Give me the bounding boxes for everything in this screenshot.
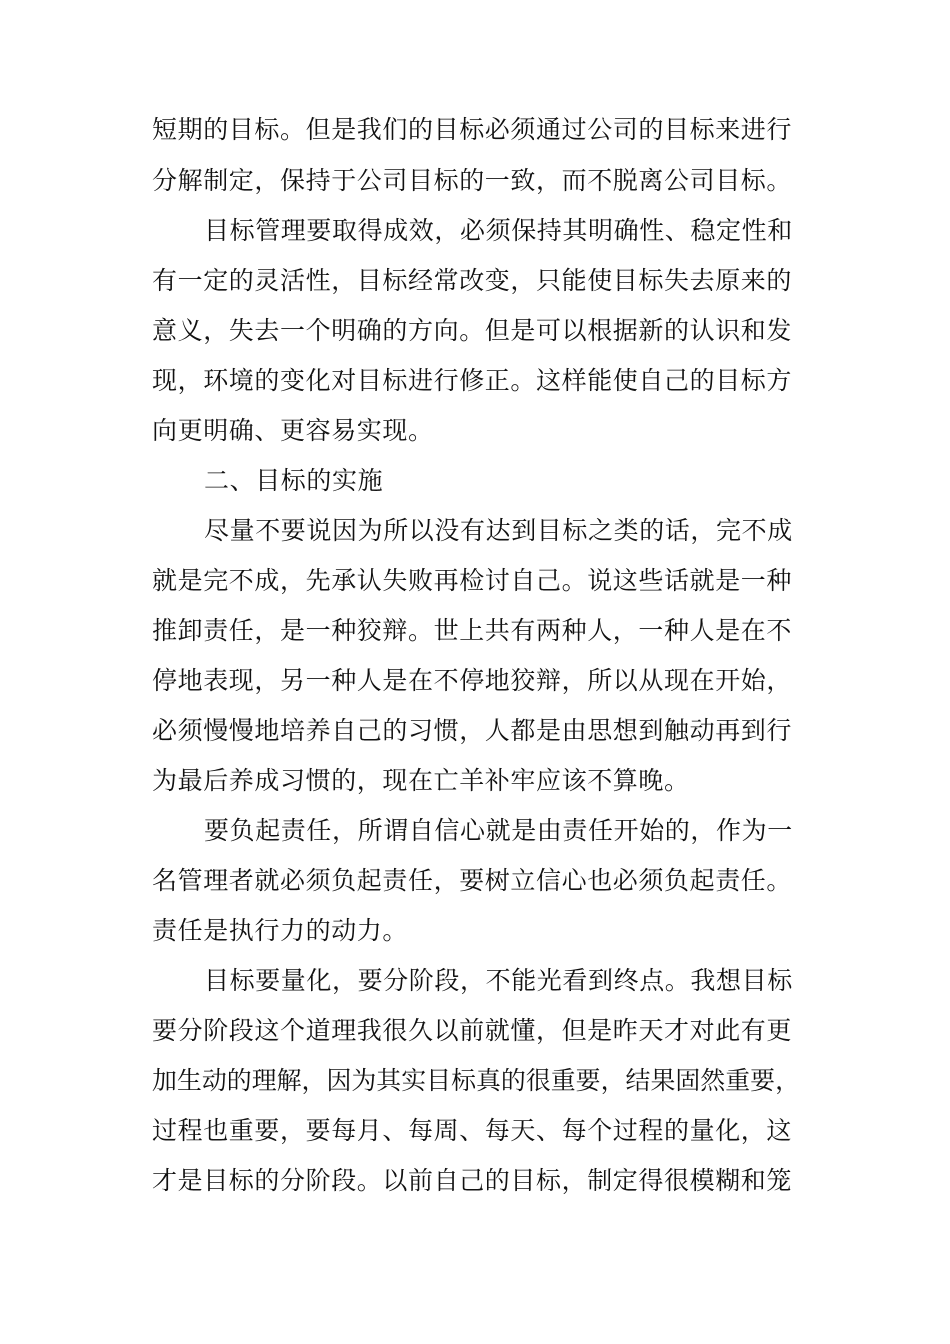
text-line: 必须慢慢地培养自己的习惯，人都是由思想到触动再到行	[152, 716, 793, 745]
text-line: 要分阶段这个道理我很久以前就懂，但是昨天才对此有更	[152, 1016, 793, 1045]
text-line: 意义，失去一个明确的方向。但是可以根据新的认识和发	[152, 316, 793, 345]
text-line: 分解制定，保持于公司目标的一致，而不脱离公司目标。	[152, 166, 793, 195]
text-line: 过程也重要，要每月、每周、每天、每个过程的量化，这	[152, 1116, 793, 1145]
text-line: 向更明确、更容易实现。	[152, 416, 434, 445]
text-line: 就是完不成，先承认失败再检讨自己。说这些话就是一种	[152, 566, 793, 595]
text-line: 短期的目标。但是我们的目标必须通过公司的目标来进行	[152, 115, 793, 144]
text-line: 现，环境的变化对目标进行修正。这样能使自己的目标方	[152, 366, 793, 395]
paragraph-first-line: 要负起责任，所谓自信心就是由责任开始的，作为一	[204, 816, 793, 845]
text-line: 责任是执行力的动力。	[152, 916, 409, 945]
text-line: 名管理者就必须负起责任，要树立信心也必须负起责任。	[152, 866, 793, 895]
text-line: 有一定的灵活性，目标经常改变，只能使目标失去原来的	[152, 266, 793, 295]
paragraph-first-line: 目标管理要取得成效，必须保持其明确性、稳定性和	[204, 216, 793, 245]
paragraph-first-line: 尽量不要说因为所以没有达到目标之类的话，完不成	[204, 516, 793, 545]
text-line: 停地表现，另一种人是在不停地狡辩，所以从现在开始，	[152, 666, 793, 695]
text-line: 才是目标的分阶段。以前自己的目标，制定得很模糊和笼	[152, 1166, 793, 1195]
text-line: 推卸责任，是一种狡辩。世上共有两种人，一种人是在不	[152, 616, 793, 645]
paragraph-first-line: 目标要量化，要分阶段，不能光看到终点。我想目标	[204, 966, 793, 995]
text-line: 加生动的理解，因为其实目标真的很重要，结果固然重要，	[152, 1066, 801, 1095]
text-line: 为最后养成习惯的，现在亡羊补牢应该不算晚。	[152, 766, 690, 795]
section-heading: 二、目标的实施	[204, 466, 384, 495]
